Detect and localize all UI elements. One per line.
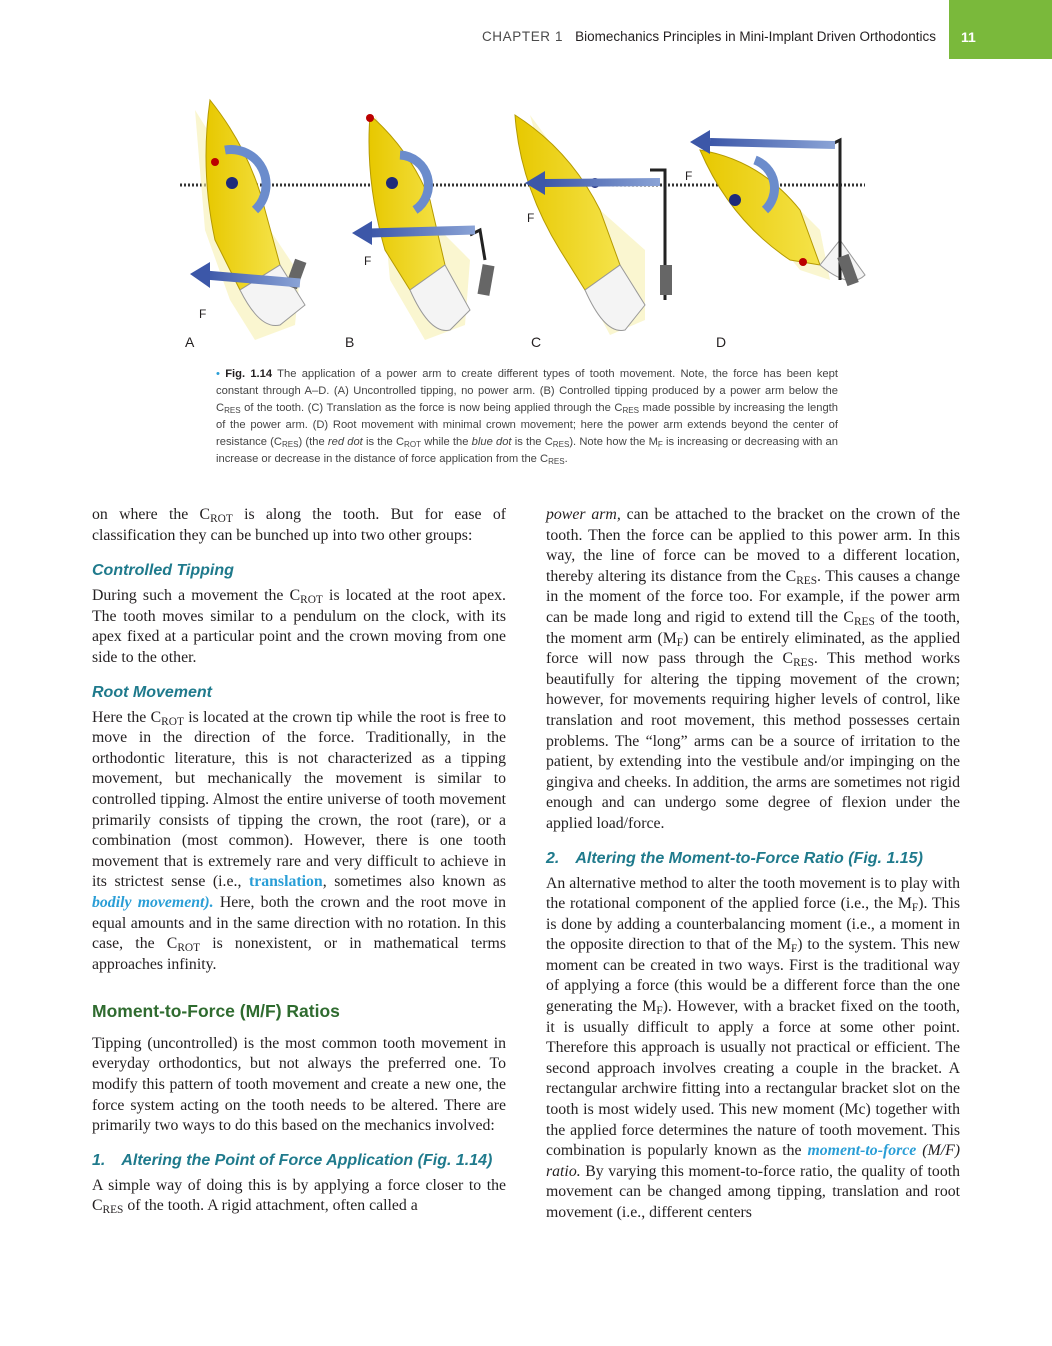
term-mf-ratio: (M/F) ratio. [546,1142,960,1180]
crot-dot-a [211,158,219,166]
text: is located at the crown tip while the root is free to move in the direction of the force. Traditionally, in the orthodontic literature, this is not characterized as a tipping movement, but mechanically the movement is similar to controlled tipping. Almost the entire universe of tooth movement primarily consists of tipping the crown, the root (rare), or a combination (most common). However, there is one tooth movement that is extremely rare and very difficult to achieve in its strictest sense (i.e., [92,708,506,891]
left-column [92,505,506,1217]
sub: RES [548,457,565,467]
sub: RES [552,440,570,450]
figure-id: Fig. 1.14 [225,368,273,380]
caption-text: is the C [511,436,553,448]
text: , sometimes also known as [322,873,506,891]
cres-dot-d [729,194,741,206]
paragraph [546,505,960,835]
text: ) to the system. This new moment can be created in two ways. First is the traditional way of applying a force (this would be a different force than the one generating the M [546,936,960,1016]
text: is nonexistent, or in mathematical terms approaches infinity. [92,935,506,973]
page-number-tab [949,0,1052,59]
term-moment-to-force: moment-to-force [807,1142,917,1160]
heading-altering-point: 1. Altering the Point of Force Application (Fig. 1.14) [92,1151,493,1169]
text: ). This is done by adding a counterbalancing moment (i.e., a moment in the opposite direction to that of the M [546,895,960,954]
force-label-c: F [527,211,535,225]
caption-text: of the tooth. (C) Translation as the force is now being applied through the C [240,402,623,414]
heading-root-movement: Root Movement [92,683,212,701]
caption-text: . [564,453,568,465]
tooth-movement-figure [170,90,870,360]
tooth-b [352,114,495,340]
sub: ROT [177,941,201,954]
sub: F [657,440,663,450]
text: is along the tooth. But for ease of classification they can be bunched up into two other groups: [92,506,507,544]
paragraph [546,874,960,1224]
sub: F [790,943,798,956]
paragraph [92,708,506,976]
force-label-b: F [364,254,372,268]
text: . This causes a change in the moment of the force too. For example, if the power arm can be made long and rigid to extend till the C [546,567,960,626]
tooth-a [190,100,306,340]
right-column [546,505,960,1224]
text: ). However, with a bracket fixed on the tooth, it is usually difficult to apply a force at some other point. Therefore this approach is usually not practical or efficient. The second approach involves creating a couple in the bracket. A rectangular archwire fitting into a rectangular bracket slot on the tooth is most widely used. This new moment (Mc) together with the applied force determines the nature of tooth movement. This combination is popularly known as the [546,998,960,1160]
heading-altering-ratio: 2. Altering the Moment-to-Force Ratio (Fig. 1.15) [546,849,923,867]
paragraph [92,505,506,546]
paragraph [92,1176,506,1217]
sub: RES [224,406,241,416]
sub: RES [622,406,639,416]
caption-italic: red dot [327,436,363,448]
panel-label-c: C [531,334,542,350]
paragraph [92,586,506,668]
caption-text: ). Note how the M [569,436,658,448]
sub: F [911,901,919,914]
text: on where the C [92,506,211,523]
caption-text: while the [421,436,472,448]
text: Here, both the crown and the root move in equal amounts and in the same direction with no rotation. In this case, the C [92,893,507,953]
text: A simple way of doing this is by applying a force closer to the C [92,1176,506,1215]
caption-text: made possible by increasing the length of the power arm. (D) Root movement with minimal crown movement; here the power arm extends beyond the center of resistance (C [216,402,838,448]
caption-italic: blue dot [471,436,512,448]
caption-text: is the C [362,436,405,448]
text: can be attached to the bracket on the crown of the tooth. Then the force can be applied to this power arm. In this way, the line of force can be moved to a different location, thereby altering its distance from the C [546,506,960,585]
crot-dot-b [366,114,374,122]
crot-dot-d [799,258,807,266]
text: During such a movement the C [92,587,301,605]
running-header [0,27,1052,47]
chapter-title: Biomechanics Principles in Mini-Implant Driven Orthodontics [575,29,936,44]
panel-label-b: B [345,334,355,350]
text: of the tooth. A rigid attachment, often called a [123,1197,418,1215]
text: of the tooth, the moment arm (M [546,608,960,647]
cres-dot-b [386,177,398,189]
text: An alternative method to alter the tooth movement is to play with the rotational component of the applied force (i.e., the M [546,874,960,913]
sub: RES [853,615,875,628]
heading-controlled-tipping: Controlled Tipping [92,562,234,580]
caption-text: ) (the [298,436,328,448]
sub: RES [793,657,814,669]
text: By varying this moment-to-force ratio, the quality of tooth movement can be changed among tipping, translation and root movement (i.e., different centers [546,1162,960,1221]
caption-text: The application of a power arm to create different types of tooth movement. Note, the force has been kept constant through A–D. (A) Uncontrolled tipping, no power arm. (B) Controlled tipping produced by a power arm below the C [216,368,838,414]
sub: ROT [404,440,422,450]
sub: RES [796,574,818,587]
force-label-d: F [685,169,693,183]
sub: ROT [210,512,233,525]
sub: ROT [161,715,184,728]
cres-dot-a [226,177,238,189]
figure-caption: • Fig. 1.14 The application of a power arm to create different types of tooth movement. Note, the force has been kept constant through A–D. (A) Uncontrolled tipping, no power arm. (B) Controlled tipping produced by a power arm below the $C_{RES}$ of the tooth. (C) Translation as the force is now being applied through the $C_{RES}$ made possible by increasing the length of the power arm. (D) Root movement with minimal crown movement; here the power arm extends beyond the center of resistance $(C_{RES})$ (the red dot is the $C_{ROT}$ while the blue dot is the $C_{RES}$). Note how the $M_F$ is increasing or decreasing with an increase or decrease in the distance of force application from the $C_{RES}$. [216,368,838,467]
page-number: 11 [961,29,976,45]
text: is located at the root apex. The tooth moves similar to a pendulum on the clock, with its apex fixed at a particular point and the crown moving from one side to the other. [92,587,507,666]
tooth-c [515,115,672,335]
sub: F [656,1004,663,1017]
force-label-a: F [199,307,207,321]
text: . This method works beautifully for altering the tipping movement of the crown; however, for movements requiring higher levels of control, like translation and root movement, this method possesses certain problems. The “long” arms can be a source of irritation to the patient, by extending into the vestibule and/or impinging on the gingiva and cheeks. In addition, the arms are sometimes not rigid enough and can undergo some degree of flexion under the applied load/force. [546,650,960,832]
heading-mf-ratios: Moment-to-Force (M/F) Ratios [92,1001,340,1022]
tooth-d [690,130,865,286]
sub: RES [102,1204,124,1217]
sub: F [676,636,684,649]
sub: ROT [300,594,323,607]
term-bodily-movement: bodily movement). [92,893,214,911]
caption-text: is increasing or decreasing with an increase or decrease in the distance of force application from the C [216,436,838,465]
panel-label-d: D [716,334,727,350]
term-power-arm: power arm, [546,506,621,523]
panel-label-a: A [185,334,195,350]
paragraph: Tipping (uncontrolled) is the most common tooth movement in everyday orthodontics, but not always the preferred one. To modify this pattern of tooth movement and create a new one, the force system acting on the tooth needs to be altered. There are primarily two ways to do this based on the mechanics involved: [92,1034,506,1135]
term-translation: translation [248,873,323,891]
chapter-heading [482,29,936,44]
chapter-label: CHAPTER 1 [481,29,564,44]
sub: RES [281,440,299,450]
text: ) can be entirely eliminated, as the applied force will now pass through the C [546,629,960,668]
text: Here the C [92,708,162,726]
